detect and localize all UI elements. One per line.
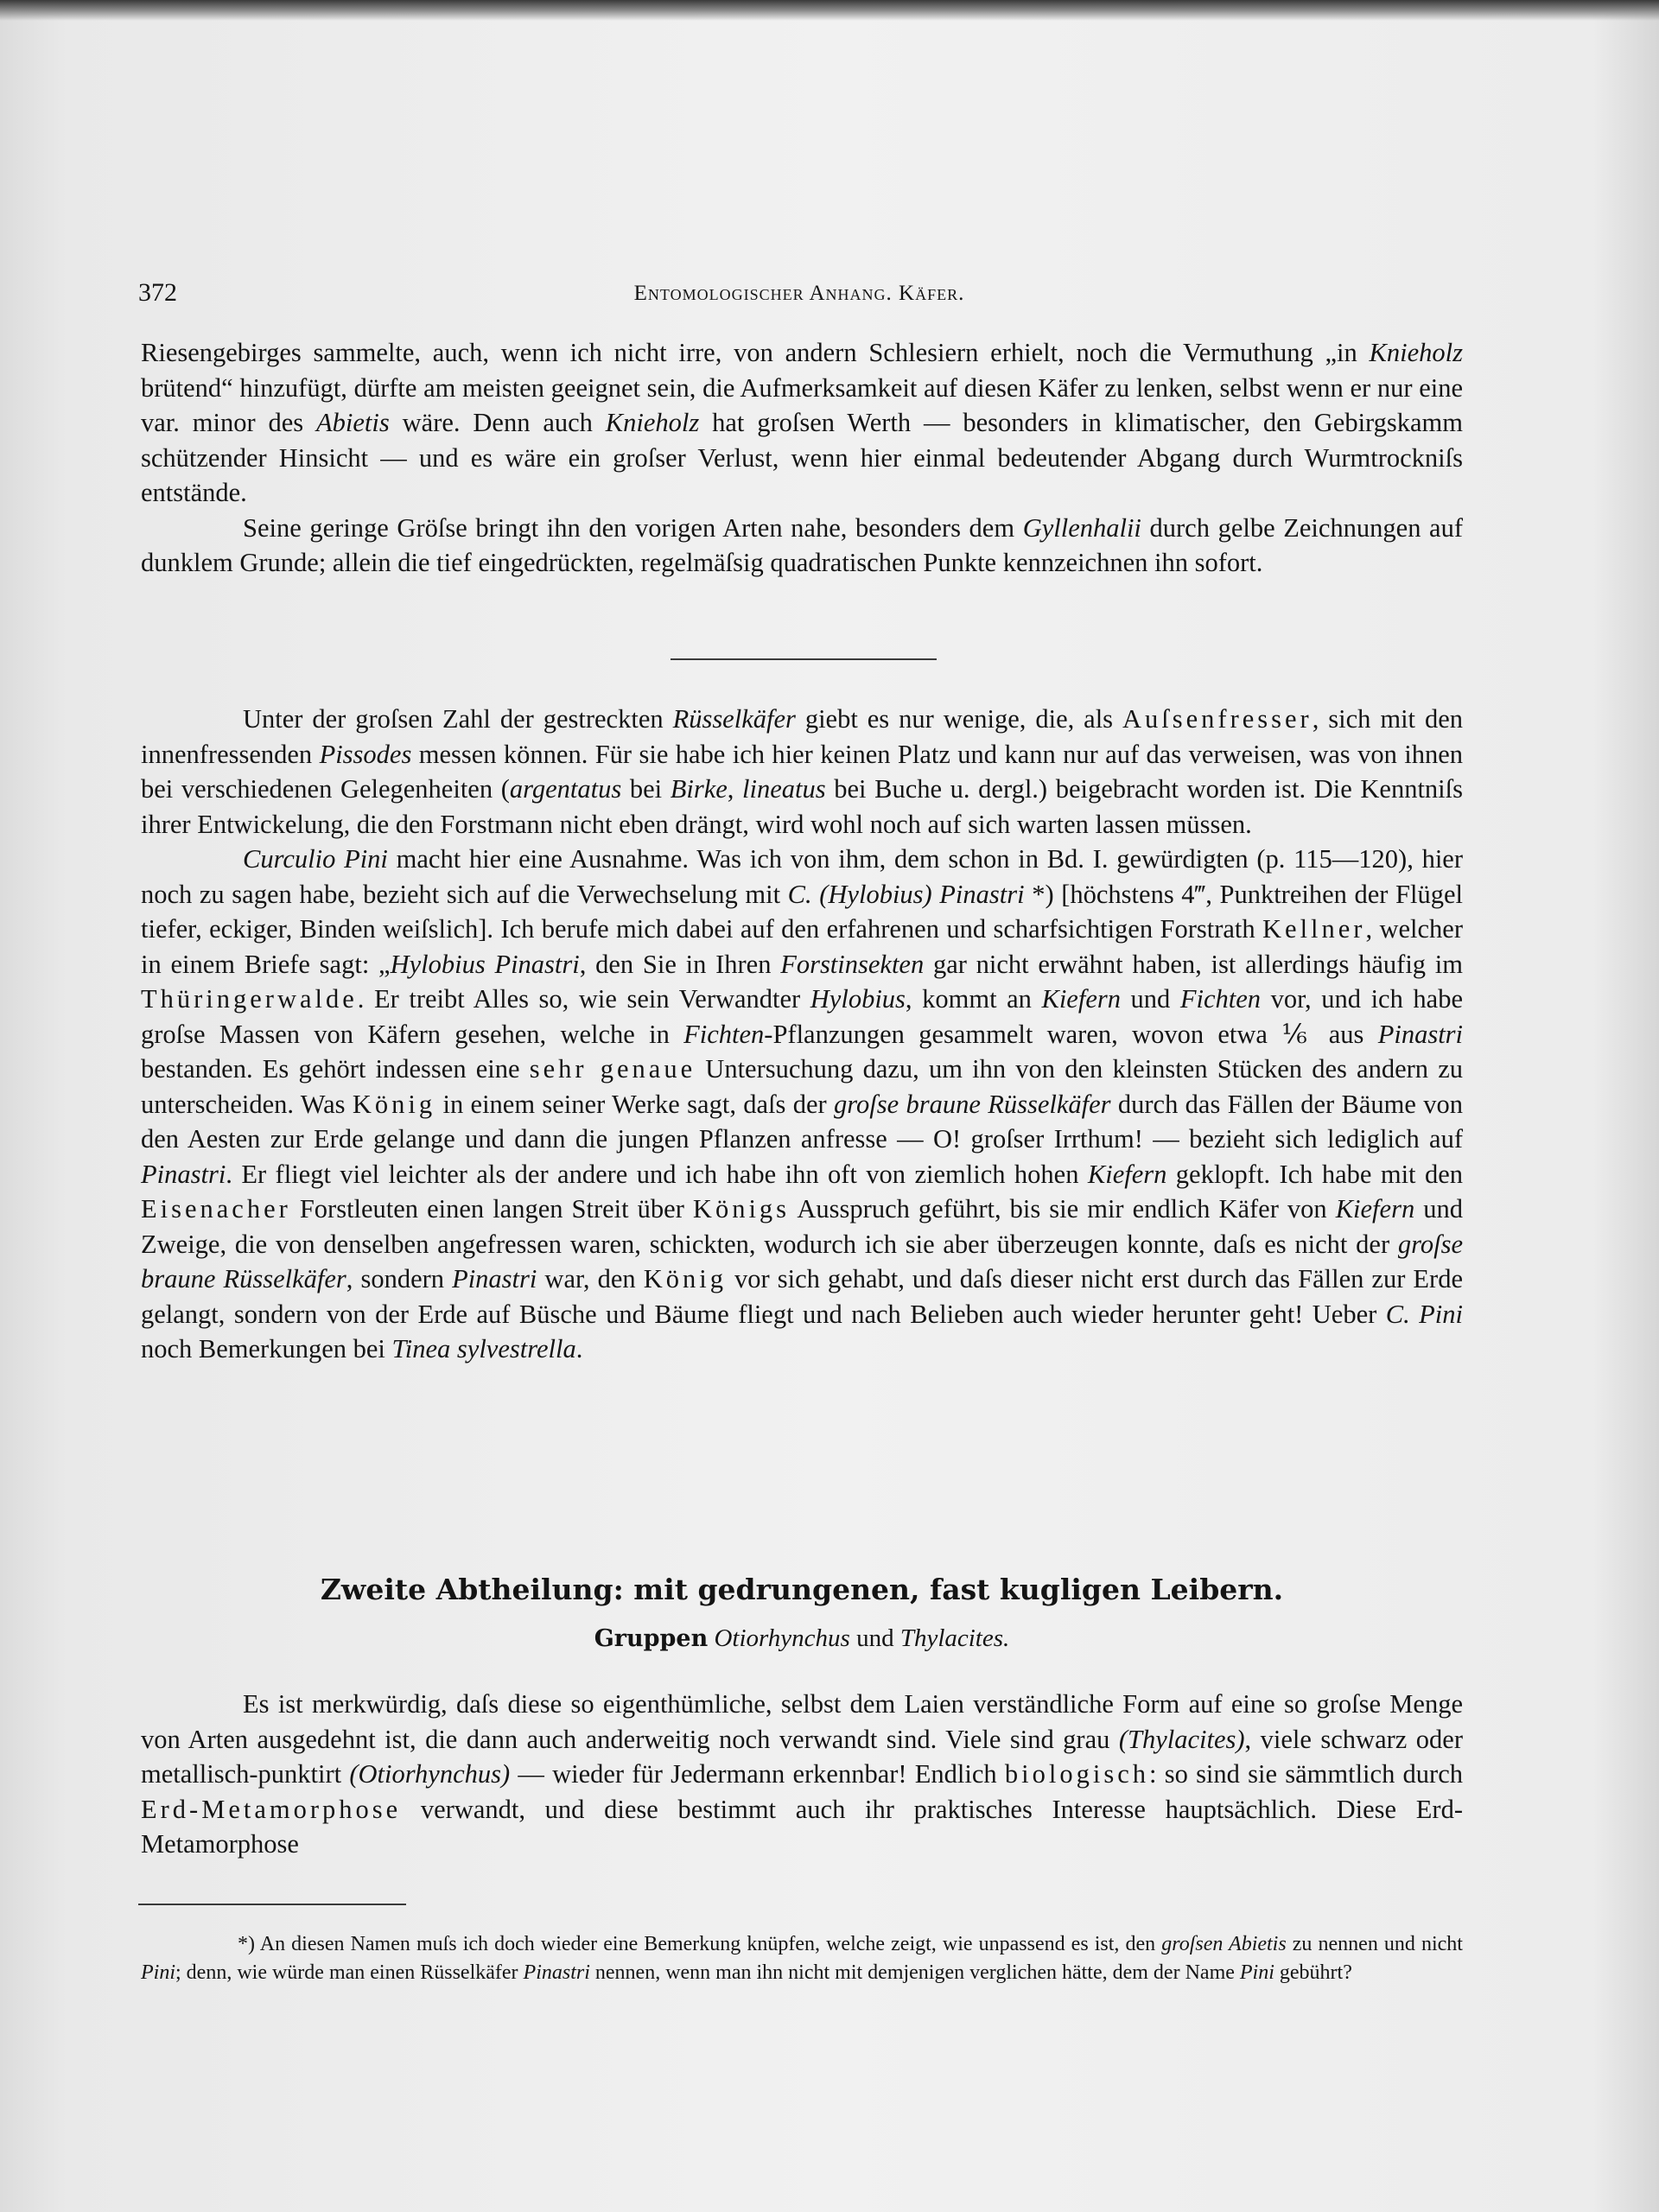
section-subheading bbox=[141, 1624, 1463, 1653]
text-block-continuation bbox=[141, 335, 1463, 581]
paragraph: Seine geringe Gröſse bringt ihn den vorigen Arten nahe, besonders dem Gyllenhalii durch gelbe Zeichnungen auf dunklem Grunde; allein die tief eingedrückten, regelmäſsig quadratischen Punkte kennzeichnen ihn sofort. bbox=[141, 512, 1464, 577]
paragraph: Unter der groſsen Zahl der gestreckten Rüsselkäfer giebt es nur wenige, die, als Auſsenfresser, sich mit den innenfressenden Pissodes messen können. Für sie habe ich hier keinen Platz und kann nur auf das verweisen, was von ihnen bei verschiedenen Gelegenheiten (argentatus bei Birke, lineatus bei Buche u. dergl.) beigebracht worden ist. Die Kenntniſs ihrer Entwickelung, die den Forstmann nicht eben drängt, wird wohl noch auf sich warten lassen müssen. bbox=[141, 704, 1464, 839]
groups-label: Gruppen bbox=[594, 1625, 709, 1652]
paragraph: Riesengebirges sammelte, auch, wenn ich nicht irre, von andern Schlesiern erhielt, noch die Vermuthung „in Knieholz brütend“ hinzufügt, dürfte am meisten geeignet sein, die Aufmerksamkeit auf diesen Käfer zu lenken, selbst wenn er nur eine var. minor des Abietis wäre. Denn auch Knieholz hat groſsen Werth — besonders in klimatischer, den Gebirgskamm schützender Hinsicht — und es wäre ein groſser Verlust, wenn hier einmal bedeutender Abgang durch Wurmtrockniſs entstände. bbox=[141, 338, 1464, 507]
running-head: Entomologischer Anhang. Käfer. bbox=[633, 282, 965, 305]
page-number: 372 bbox=[138, 278, 177, 307]
group-thylacites: Thylacites. bbox=[899, 1624, 1010, 1652]
paragraph: Es ist merkwürdig, daſs diese so eigenthümliche, selbst dem Laien verständliche Form auf eine so groſse Menge von Arten ausgedehnt ist, die dann auch anderweitig noch verwandt sind. Viele sind grau (Thylacites), viele schwarz oder metallisch-punktirt (Otiorhynchus) — wieder für Jedermann erkennbar! Endlich biologisch: so sind sie sämmtlich durch Erd-Metamorphose verwandt, und diese bestimmt auch ihr praktisches Interesse hauptsächlich. Diese Erd-Metamorphose bbox=[141, 1689, 1464, 1859]
paragraph: Curculio Pini macht hier eine Ausnahme. Was ich von ihm, dem schon in Bd. I. gewürdigten (p. 115—120), hier noch zu sagen habe, bezieht sich auf die Verwechselung mit C. (Hylobius) Pinastri *) [höchstens 4‴, Punktreihen der Flügel tiefer, eckiger, Binden weiſslich]. Ich berufe mich dabei auf den erfahrenen und scharfsichtigen Forstrath Kellner, welcher in einem Briefe sagt: „Hylobius Pinastri, den Sie in Ihren Forstinsekten gar nicht erwähnt haben, ist allerdings häufig im Thüringerwalde. Er treibt Alles so, wie sein Verwandter Hylobius, kommt an Kiefern und Fichten vor, und ich habe groſse Massen von Käfern gesehen, welche in Fichten-Pflanzungen gesammelt waren, wovon etwa ⅙ aus Pinastri bestanden. Es gehört indessen eine sehr genaue Untersuchung dazu, um ihn von den kleinsten Stücken des andern zu unterscheiden. Was König in einem seiner Werke sagt, daſs der groſse braune Rüsselkäfer durch das Fällen der Bäume von den Aesten zur Erde gelange und dann die jungen Pflanzen anfresse — O! groſser Irrthum! — bezieht sich lediglich auf Pinastri. Er fliegt viel leichter als der andere und ich habe ihn oft von ziemlich hohen Kiefern geklopft. Ich habe mit den Eisenacher Forstleuten einen langen Streit über Königs Ausspruch geführt, bis sie mir endlich Käfer von Kiefern und Zweige, die von denselben angefressen waren, schickten, wodurch ich sie aber überzeugen konnte, daſs es nicht der groſse braune Rüsselkäfer, sondern Pinastri war, den König vor sich gehabt, und daſs dieser nicht erst durch das Fällen zur Erde gelangt, sondern von der Erde auf Büsche und Bäume fliegt und nach Belieben auch wieder herunter geht! Ueber C. Pini noch Bemerkungen bei Tinea sylvestrella. bbox=[141, 844, 1464, 1363]
section-separator-rule bbox=[671, 658, 937, 660]
footnote-rule bbox=[138, 1904, 406, 1905]
scan-edge-shadow bbox=[0, 0, 1659, 21]
group-otiorhynchus: Otiorhynchus bbox=[714, 1624, 850, 1652]
footnote bbox=[141, 1930, 1463, 1987]
conjunction: und bbox=[856, 1624, 894, 1652]
text-block-ruesselkaefer bbox=[141, 702, 1463, 1367]
page-header bbox=[138, 278, 1460, 313]
text-block-section-two bbox=[141, 1687, 1463, 1862]
section-heading: Zweite Abtheilung: mit gedrungenen, fast kugligen Leibern. bbox=[320, 1573, 1284, 1606]
footnote-text: *) An diesen Namen muſs ich doch wieder eine Bemerkung knüpfen, welche zeigt, wie unpassend es ist, den groſsen Abietis zu nennen und nicht Pini; denn, wie würde man einen Rüsselkäfer Pinastri nennen, wenn man ihn nicht mit demjenigen verglichen hätte, dem der Name Pini gebührt? bbox=[141, 1933, 1463, 1984]
